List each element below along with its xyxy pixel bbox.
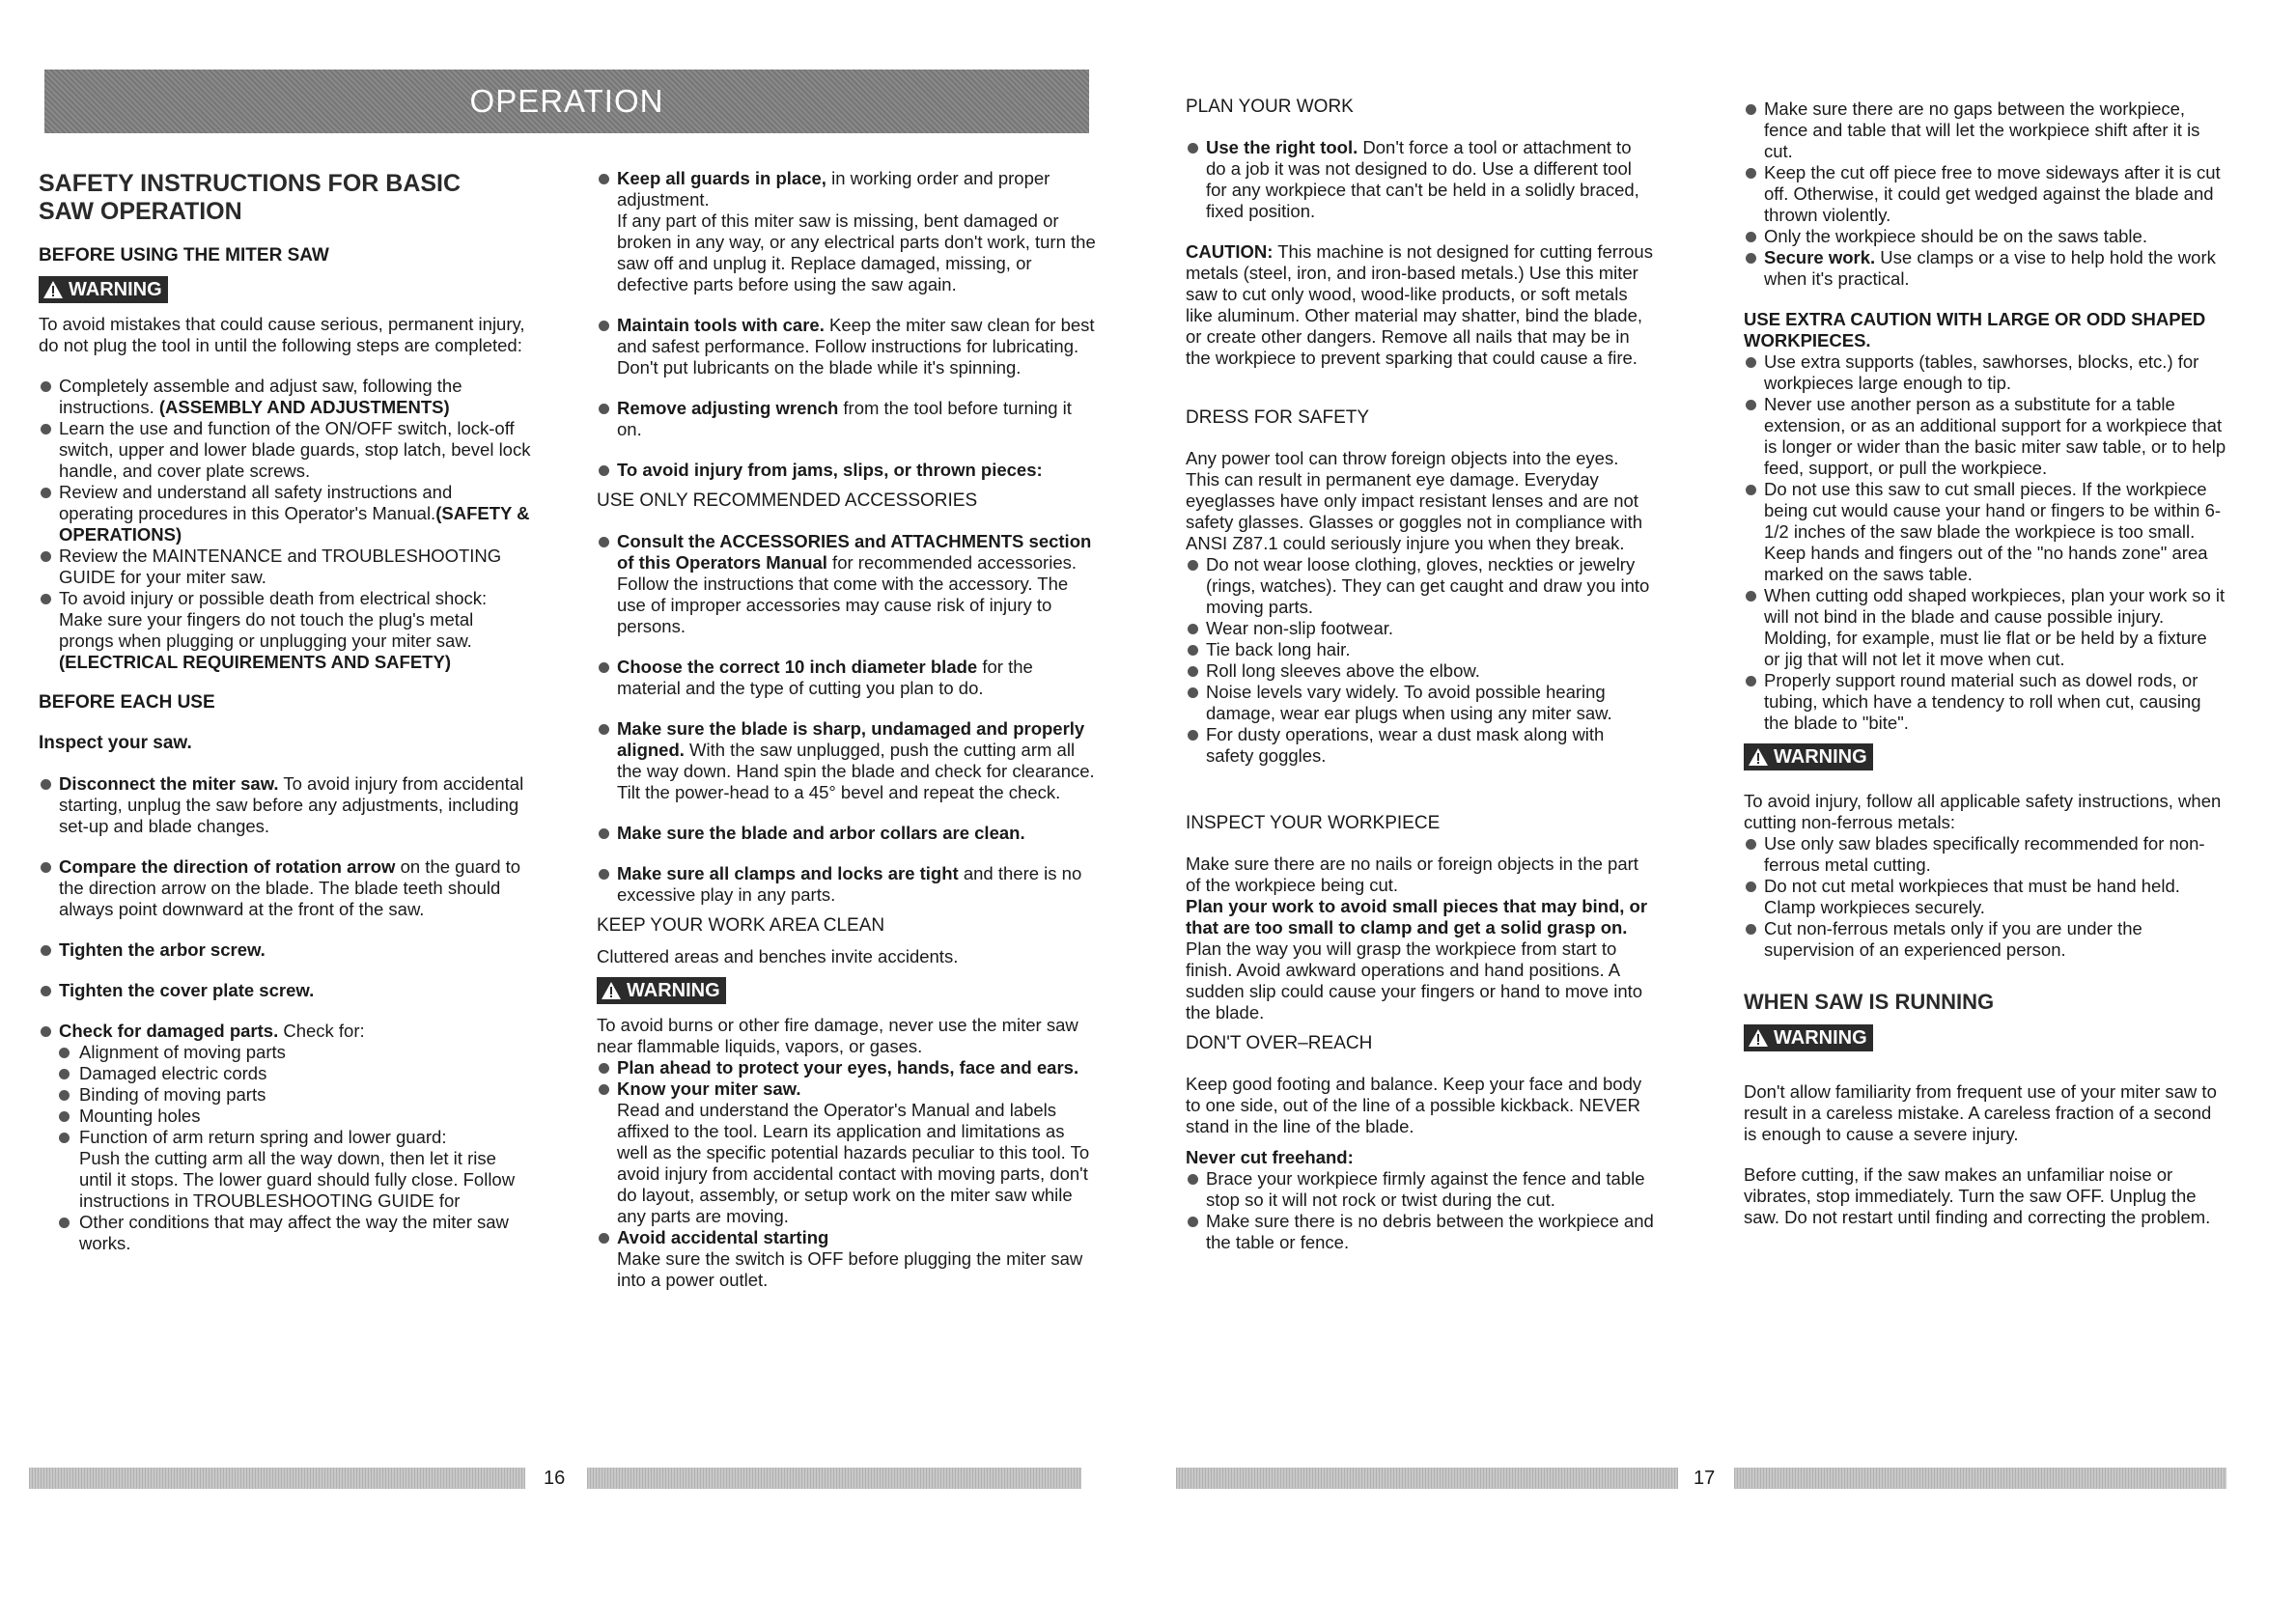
warning-label: WARNING <box>627 980 720 1001</box>
inspect-saw-heading: Inspect your saw. <box>39 733 192 753</box>
list-item: Completely assemble and adjust saw, following the instructions. (ASSEMBLY AND ADJUSTMENTS) <box>39 376 531 418</box>
list-item: Only the workpiece should be on the saws table. <box>1744 226 2226 247</box>
footer-bar <box>29 1468 525 1489</box>
list-item: Make sure the blade and arbor collars are clean. <box>597 823 1099 844</box>
guards-detail: If any part of this miter saw is missing, bent damaged or broken in any way, or any electrical parts don't work, turn the saw off and unplug it. Replace damaged, missing, or defective parts before using the saw again. <box>617 210 1096 294</box>
nonferrous-text: To avoid injury, follow all applicable safety instructions, when cutting non-ferrous metals: <box>1744 791 2222 832</box>
inspect-text: Make sure there are no nails or foreign objects in the part of the workpiece being cut. <box>1186 854 1638 895</box>
warning-badge <box>1744 1024 1873 1051</box>
list-item: Do not cut metal workpieces that must be hand held. Clamp workpieces securely. <box>1744 876 2226 918</box>
sub-item: Mounting holes <box>39 1106 531 1127</box>
warning-label: WARNING <box>69 279 162 300</box>
running-text-2: Before cutting, if the saw makes an unfamiliar noise or vibrates, stop immediately. Turn the saw OFF. Unplug the saw. Do not restart until finding and correcting the problem. <box>1744 1164 2211 1227</box>
list-item: Never use another person as a substitute for a table extension, or as an additional support for a workpiece that is longer or wider than the basic miter saw table, or to help feed, support, or pull the workpiece. <box>1744 394 2226 479</box>
sub-item: Alignment of moving parts <box>39 1042 531 1063</box>
warning-text: To avoid mistakes that could cause serious, permanent injury, do not plug the tool in until the following steps are completed: <box>39 314 525 355</box>
burns-text: To avoid burns or other fire damage, never use the miter saw near flammable liquids, vapors, or gases. <box>597 1015 1078 1056</box>
warning-label: WARNING <box>1774 746 1867 768</box>
warning-badge <box>1744 743 1873 770</box>
before-each-heading: BEFORE EACH USE <box>39 692 215 713</box>
page-number-left: 16 <box>544 1468 566 1489</box>
list-item: For dusty operations, wear a dust mask along with safety goggles. <box>1186 724 1655 767</box>
dress-heading: DRESS FOR SAFETY <box>1186 407 1370 428</box>
list-item: Make sure there is no debris between the workpiece and the table or fence. <box>1186 1211 1655 1253</box>
warning-triangle-icon <box>1748 747 1769 767</box>
list-item: Plan ahead to protect your eyes, hands, face and ears. <box>597 1057 1099 1078</box>
list-item: To avoid injury from jams, slips, or thrown pieces: <box>597 460 1099 481</box>
warning-badge <box>39 276 168 303</box>
list-item: Compare the direction of rotation arrow on the guard to the direction arrow on the blade. The blade teeth should always point downward at the front of the saw. <box>39 856 531 920</box>
list-item: Disconnect the miter saw. To avoid injury from accidental starting, unplug the saw before any adjustments, including set-up and blade changes. <box>39 773 531 837</box>
list-item: Review the MAINTENANCE and TROUBLESHOOTING GUIDE for your miter saw. <box>39 546 531 588</box>
list-item: Tie back long hair. <box>1186 639 1655 660</box>
list-item: Know your miter saw. <box>597 1078 1099 1100</box>
footer-bar <box>587 1468 1081 1489</box>
caution-text: CAUTION: This machine is not designed for cutting ferrous metals (steel, iron, and iron-based metals.) Use this miter saw to cut only wood, wood-like products, or soft metals like aluminum. Other material may shatter, bind the blade, or create other dangers. Remove all nails that may be in the workpiece to prevent sparking that could cause a fire. <box>1186 241 1653 368</box>
list-item: Keep the cut off piece free to move sideways after it is cut off. Otherwise, it could get wedged against the blade and thrown violently. <box>1744 162 2226 226</box>
list-item: Brace your workpiece firmly against the fence and table stop so it will not rock or twist during the cut. <box>1186 1168 1655 1211</box>
footer-bar <box>1176 1468 1678 1489</box>
list-item: Do not wear loose clothing, gloves, neckties or jewelry (rings, watches). They can get caught and draw you into moving parts. <box>1186 554 1655 618</box>
inspect-bold: Plan your work to avoid small pieces that may bind, or that are too small to clamp and get a solid grasp on. <box>1186 896 1648 938</box>
accessories-heading: USE ONLY RECOMMENDED ACCESSORIES <box>597 490 978 511</box>
list-item: Review and understand all safety instructions and operating procedures in this Operator's Manual.(SAFETY & OPERATIONS) <box>39 482 531 546</box>
list-item: Roll long sleeves above the elbow. <box>1186 660 1655 682</box>
list-item: Make sure the blade is sharp, undamaged and properly aligned. With the saw unplugged, push the cutting arm all the way down. Hand spin the blade and check for clearance. Tilt the power-head to a 45° bevel and repeat the check. <box>597 718 1099 803</box>
list-item: Cut non-ferrous metals only if you are under the supervision of an experienced person. <box>1744 918 2226 961</box>
warning-badge <box>597 977 726 1004</box>
list-item: Use only saw blades specifically recommended for non-ferrous metal cutting. <box>1744 833 2226 876</box>
warning-triangle-icon <box>1748 1028 1769 1048</box>
sub-item: Function of arm return spring and lower guard: <box>39 1127 531 1148</box>
footer-bar <box>1734 1468 2226 1489</box>
extra-caution-heading: USE EXTRA CAUTION WITH LARGE OR ODD SHAPED WORKPIECES. <box>1744 309 2206 350</box>
running-text-1: Don't allow familiarity from frequent use of your miter saw to result in a careless mistake. A careless fraction of a second is enough to cause a severe injury. <box>1744 1081 2217 1144</box>
list-item: Choose the correct 10 inch diameter blade for the material and the type of cutting you plan to do. <box>597 657 1099 699</box>
prep-list <box>39 376 531 673</box>
list-item: Use the right tool. Don't force a tool or attachment to do a job it was not designed to do. Use a different tool for any workpiece that can't be held in a solidly braced, fixed position. <box>1186 137 1655 222</box>
list-item: Consult the ACCESSORIES and ATTACHMENTS section of this Operators Manual for recommended accessories. Follow the instructions that come with the accessory. The use of improper accessories may cause risk of injury to persons. <box>597 531 1099 637</box>
before-using-heading: BEFORE USING THE MITER SAW <box>39 245 329 266</box>
list-item: Tighten the cover plate screw. <box>39 980 531 1001</box>
banner-title: OPERATION <box>469 83 664 119</box>
column-3 <box>1186 97 1655 1253</box>
list-item: Do not use this saw to cut small pieces. If the workpiece being cut would cause your hand or fingers to be within 6-1/2 inches of the saw blade the workpiece is too small. Keep hands and fingers out of the "no hands zone" area marked on the saws table. <box>1744 479 2226 585</box>
list-item: Maintain tools with care. Keep the miter saw clean for best and safest performance. Follow instructions for lubricating. Don't put lubricants on the blade while it's spinning. <box>597 315 1099 378</box>
list-item: Noise levels vary widely. To avoid possible hearing damage, wear ear plugs when using any miter saw. <box>1186 682 1655 724</box>
running-heading: WHEN SAW IS RUNNING <box>1744 990 1995 1014</box>
know-detail: Read and understand the Operator's Manual and labels affixed to the tool. Learn its application and limitations as well as the specific potential hazards peculiar to this tool. To avoid injury from accidental contact with moving parts, don't do layout, assembly, or setup work on the miter saw while any parts are moving. <box>617 1100 1090 1226</box>
column-2 <box>597 168 1099 1291</box>
warning-triangle-icon <box>601 981 622 1000</box>
cluttered-text: Cluttered areas and benches invite accidents. <box>597 946 959 966</box>
dress-text: Any power tool can throw foreign objects into the eyes. This can result in permanent eye damage. Everyday eyeglasses have only impact resistant lenses and are not safety glasses. Glasses or goggles not in compliance with ANSI Z87.1 could seriously injure you when they break. <box>1186 448 1643 553</box>
warning-triangle-icon <box>42 280 64 299</box>
freehand-heading: Never cut freehand: <box>1186 1147 1354 1167</box>
keep-clean-heading: KEEP YOUR WORK AREA CLEAN <box>597 915 885 936</box>
sub-item: Damaged electric cords <box>39 1063 531 1084</box>
plan-heading: PLAN YOUR WORK <box>1186 97 1354 117</box>
inspect-heading: INSPECT YOUR WORKPIECE <box>1186 813 1441 833</box>
column-1 <box>39 170 531 1254</box>
list-item: When cutting odd shaped workpieces, plan your work so it will not bind in the blade and cause possible injury. Molding, for example, must lie flat or be held by a fixture or jig that will not let it move when cut. <box>1744 585 2226 670</box>
warning-label: WARNING <box>1774 1027 1867 1049</box>
list-item: Remove adjusting wrench from the tool before turning it on. <box>597 398 1099 440</box>
list-item: Wear non-slip footwear. <box>1186 618 1655 639</box>
list-item: Learn the use and function of the ON/OFF switch, lock-off switch, upper and lower blade guards, stop latch, bevel lock handle, and cover plate screws. <box>39 418 531 482</box>
overreach-text: Keep good footing and balance. Keep your face and body to one side, out of the line of a possible kickback. NEVER stand in the line of the blade. <box>1186 1074 1642 1136</box>
list-item: Secure work. Use clamps or a vise to help hold the work when it's practical. <box>1744 247 2226 290</box>
section-title: SAFETY INSTRUCTIONS FOR BASIC SAW OPERATION <box>39 170 462 225</box>
sub-item: Other conditions that may affect the way the miter saw works. <box>39 1212 531 1254</box>
list-item: Check for damaged parts. Check for: <box>39 1021 531 1042</box>
list-item: Make sure there are no gaps between the workpiece, fence and table that will let the workpiece shift after it is cut. <box>1744 98 2226 162</box>
page-number-right: 17 <box>1694 1468 1716 1489</box>
list-item: To avoid injury or possible death from electrical shock: Make sure your fingers do not touch the plug's metal prongs when plugging or unplugging your miter saw. (ELECTRICAL REQUIREMENTS AND SAFETY) <box>39 588 531 673</box>
check-detail: Push the cutting arm all the way down, then let it rise until it stops. The lower guard should fully close. Follow instructions in TROUBLESHOOTING GUIDE for <box>79 1148 516 1211</box>
list-item: Keep all guards in place, in working order and proper adjustment. <box>597 168 1099 210</box>
inspect-more: Plan the way you will grasp the workpiece from start to finish. Avoid awkward operations and hand positions. A sudden slip could cause your fingers or hand to move into the blade. <box>1186 938 1643 1022</box>
list-item: Properly support round material such as dowel rods, or tubing, which have a tendency to roll when cut, causing the blade to "bite". <box>1744 670 2226 734</box>
list-item: Tighten the arbor screw. <box>39 939 531 961</box>
overreach-heading: DON'T OVER–REACH <box>1186 1033 1373 1053</box>
sub-item: Binding of moving parts <box>39 1084 531 1106</box>
list-item: Avoid accidental starting <box>597 1227 1099 1248</box>
operation-banner <box>44 70 1089 133</box>
column-4 <box>1744 98 2226 1228</box>
avoid-detail: Make sure the switch is OFF before plugging the miter saw into a power outlet. <box>617 1248 1083 1290</box>
list-item: Use extra supports (tables, sawhorses, blocks, etc.) for workpieces large enough to tip. <box>1744 351 2226 394</box>
list-item: Make sure all clamps and locks are tight and there is no excessive play in any parts. <box>597 863 1099 906</box>
